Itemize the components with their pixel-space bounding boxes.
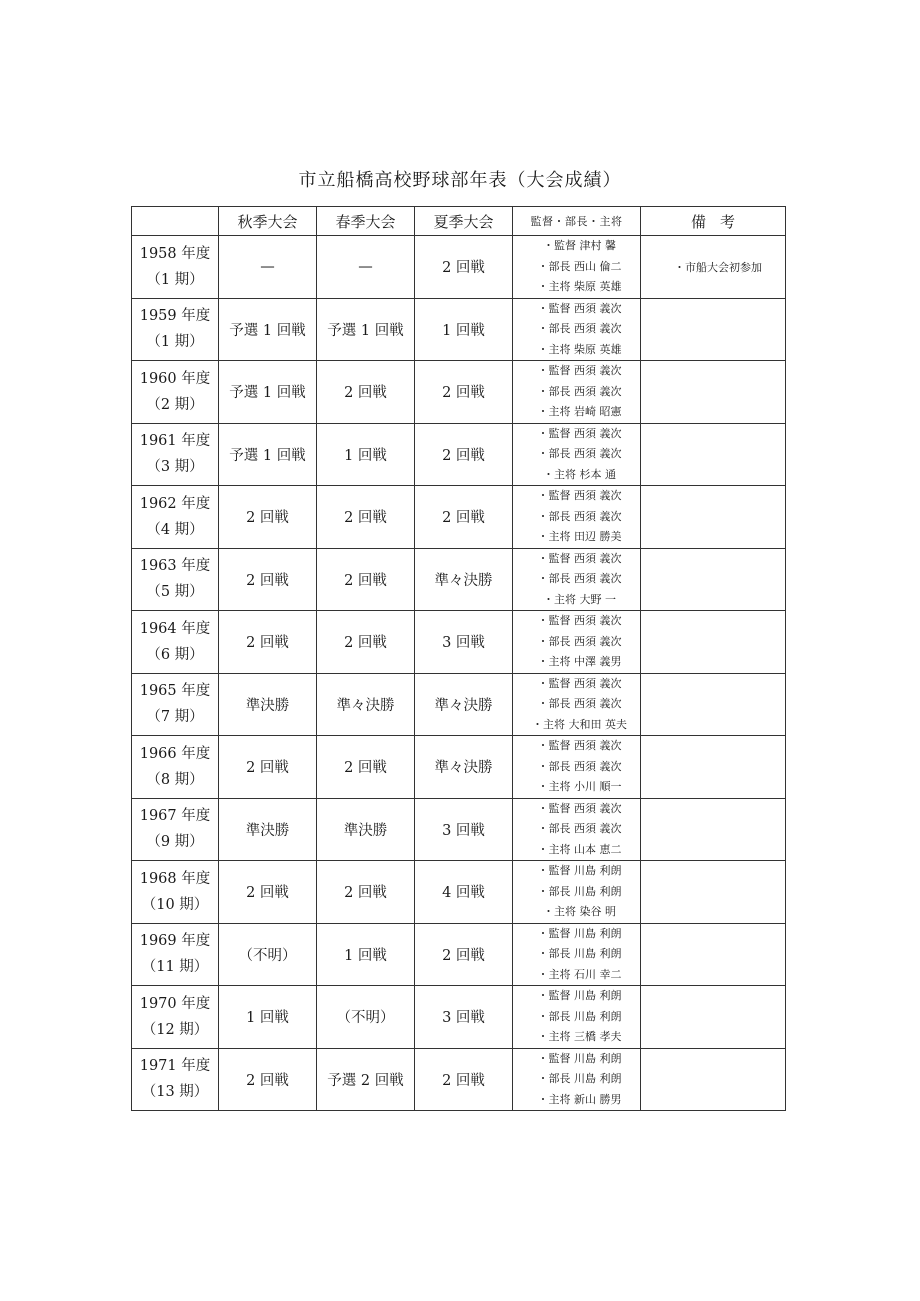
autumn-result: 2 回戦: [219, 611, 317, 674]
autumn-result: 予選 1 回戦: [219, 298, 317, 361]
notes-cell: [641, 861, 786, 924]
manager-line: ・部長 西須 義次: [537, 509, 622, 523]
captain-line: ・主将 染谷 明: [543, 905, 616, 918]
spring-result: 1 回戦: [317, 423, 415, 486]
captain-line: ・主将 三橋 孝夫: [537, 1030, 622, 1043]
spring-result: 準々決勝: [317, 673, 415, 736]
coach-line: ・監督 川島 利朗: [537, 926, 622, 940]
autumn-result: —: [219, 236, 317, 299]
summer-result: 2 回戦: [415, 486, 513, 549]
staff-cell: [513, 736, 641, 799]
year-label: 1970 年度: [139, 995, 211, 1012]
summer-result: 2 回戦: [415, 923, 513, 986]
term-label: （10 期）: [141, 896, 209, 913]
term-label: （9 期）: [146, 834, 204, 851]
table-row: [132, 236, 786, 299]
table-row: [132, 986, 786, 1049]
staff-cell: [513, 861, 641, 924]
manager-line: ・部長 西須 義次: [537, 822, 622, 835]
spring-result: 1 回戦: [317, 923, 415, 986]
year-cell: [132, 736, 219, 799]
spring-result: —: [317, 236, 415, 299]
year-cell: [132, 611, 219, 674]
coach-line: ・監督 川島 利朗: [537, 989, 622, 1002]
coach-line: ・監督 西須 義次: [537, 551, 622, 565]
notes-cell: [641, 298, 786, 361]
captain-line: ・主将 石川 幸二: [537, 967, 622, 981]
table-row: [132, 486, 786, 549]
staff-cell: [513, 361, 641, 424]
manager-line: ・部長 西須 義次: [537, 447, 622, 460]
coach-line: ・監督 西須 義次: [537, 426, 622, 440]
captain-line: ・主将 柴原 英雄: [537, 280, 622, 293]
summer-result: 2 回戦: [415, 423, 513, 486]
autumn-result: 予選 1 回戦: [219, 361, 317, 424]
summer-result: 準々決勝: [415, 673, 513, 736]
year-label: 1962 年度: [139, 495, 211, 512]
year-cell: [132, 1048, 219, 1111]
manager-line: ・部長 川島 利朗: [537, 947, 622, 960]
spring-result: 2 回戦: [317, 548, 415, 611]
header-summer: 夏季大会: [415, 207, 513, 236]
year-label: 1963 年度: [139, 558, 211, 575]
coach-line: ・監督 津村 馨: [543, 239, 616, 252]
term-label: （11 期）: [141, 959, 209, 976]
spring-result: 予選 1 回戦: [317, 298, 415, 361]
coach-line: ・監督 西須 義次: [537, 801, 622, 815]
header-row: [132, 207, 786, 236]
year-cell: [132, 798, 219, 861]
table-row: [132, 923, 786, 986]
captain-line: ・主将 新山 勝男: [537, 1092, 622, 1106]
summer-result: 準々決勝: [415, 548, 513, 611]
coach-line: ・監督 西須 義次: [537, 614, 622, 627]
autumn-result: 予選 1 回戦: [219, 423, 317, 486]
autumn-result: 準決勝: [219, 798, 317, 861]
notes-cell: [641, 736, 786, 799]
page-title: 市立船橋高校野球部年表（大会成績）: [298, 170, 622, 191]
staff-cell: [513, 923, 641, 986]
term-label: （8 期）: [146, 771, 204, 788]
header-staff: 監督・部長・主将: [513, 207, 641, 236]
coach-line: ・監督 西須 義次: [537, 739, 622, 752]
coach-line: ・監督 西須 義次: [537, 364, 622, 377]
summer-result: 2 回戦: [415, 236, 513, 299]
captain-line: ・主将 小川 順一: [537, 780, 622, 793]
autumn-result: 準決勝: [219, 673, 317, 736]
year-cell: [132, 423, 219, 486]
summer-result: 3 回戦: [415, 986, 513, 1049]
manager-line: ・部長 川島 利朗: [537, 884, 622, 898]
table-row: [132, 1048, 786, 1111]
year-label: 1965 年度: [139, 683, 211, 700]
staff-cell: [513, 798, 641, 861]
autumn-result: 2 回戦: [219, 486, 317, 549]
manager-line: ・部長 西須 義次: [537, 634, 622, 648]
notes-cell: [641, 361, 786, 424]
spring-result: 2 回戦: [317, 611, 415, 674]
manager-line: ・部長 西須 義次: [537, 759, 622, 773]
manager-line: ・部長 川島 利朗: [537, 1072, 622, 1085]
notes-cell: [641, 1048, 786, 1111]
header-autumn: 秋季大会: [219, 207, 317, 236]
notes-cell: [641, 611, 786, 674]
manager-line: ・部長 西須 義次: [537, 697, 622, 710]
staff-cell: [513, 673, 641, 736]
term-label: （2 期）: [146, 396, 204, 413]
year-cell: [132, 986, 219, 1049]
year-label: 1966 年度: [139, 745, 211, 762]
spring-result: 準決勝: [317, 798, 415, 861]
staff-cell: [513, 986, 641, 1049]
year-label: 1971 年度: [139, 1058, 211, 1075]
notes-cell: [641, 923, 786, 986]
manager-line: ・部長 西須 義次: [537, 322, 622, 335]
header-spring: 春季大会: [317, 207, 415, 236]
staff-cell: [513, 423, 641, 486]
table-row: [132, 423, 786, 486]
manager-line: ・部長 西須 義次: [537, 572, 622, 585]
year-label: 1969 年度: [139, 933, 211, 950]
year-cell: [132, 236, 219, 299]
spring-result: 2 回戦: [317, 486, 415, 549]
coach-line: ・監督 川島 利朗: [537, 1051, 622, 1065]
term-label: （1 期）: [146, 334, 204, 351]
captain-line: ・主将 柴原 英雄: [537, 342, 622, 356]
autumn-result: 2 回戦: [219, 548, 317, 611]
staff-cell: [513, 486, 641, 549]
term-label: （5 期）: [146, 584, 204, 601]
term-label: （13 期）: [141, 1084, 209, 1101]
summer-result: 準々決勝: [415, 736, 513, 799]
coach-line: ・監督 川島 利朗: [537, 864, 622, 877]
staff-cell: [513, 236, 641, 299]
autumn-result: （不明）: [219, 923, 317, 986]
notes-cell: [641, 548, 786, 611]
spring-result: 2 回戦: [317, 361, 415, 424]
notes-cell: [641, 986, 786, 1049]
notes-cell: ・市船大会初参加: [641, 236, 786, 299]
autumn-result: 2 回戦: [219, 1048, 317, 1111]
autumn-result: 1 回戦: [219, 986, 317, 1049]
results-table: [131, 206, 786, 1111]
spring-result: 2 回戦: [317, 861, 415, 924]
manager-line: ・部長 川島 利朗: [537, 1009, 622, 1023]
staff-cell: [513, 611, 641, 674]
year-cell: [132, 673, 219, 736]
summer-result: 2 回戦: [415, 361, 513, 424]
term-label: （6 期）: [146, 646, 204, 663]
captain-line: ・主将 大野 一: [543, 592, 616, 606]
notes-cell: [641, 673, 786, 736]
year-label: 1958 年度: [139, 245, 211, 262]
year-label: 1964 年度: [139, 620, 211, 637]
captain-line: ・主将 中澤 義男: [537, 655, 622, 668]
spring-result: 2 回戦: [317, 736, 415, 799]
header-notes: 備考: [641, 207, 786, 236]
notes-cell: [641, 798, 786, 861]
year-cell: [132, 861, 219, 924]
table-row: [132, 673, 786, 736]
term-label: （12 期）: [141, 1021, 209, 1038]
manager-line: ・部長 西山 倫二: [537, 259, 622, 273]
captain-line: ・主将 大和田 英夫: [532, 717, 627, 731]
autumn-result: 2 回戦: [219, 736, 317, 799]
staff-cell: [513, 1048, 641, 1111]
year-label: 1960 年度: [139, 370, 211, 387]
year-cell: [132, 361, 219, 424]
term-label: （7 期）: [146, 709, 204, 726]
captain-line: ・主将 田辺 勝美: [537, 530, 622, 543]
captain-line: ・主将 山本 恵二: [537, 842, 622, 856]
year-cell: [132, 548, 219, 611]
summer-result: 3 回戦: [415, 798, 513, 861]
table-row: [132, 798, 786, 861]
term-label: （3 期）: [146, 459, 204, 476]
year-label: 1961 年度: [139, 433, 211, 450]
spring-result: 予選 2 回戦: [317, 1048, 415, 1111]
manager-line: ・部長 西須 義次: [537, 384, 622, 398]
staff-cell: [513, 298, 641, 361]
notes-cell: [641, 486, 786, 549]
captain-line: ・主将 杉本 通: [543, 467, 616, 481]
autumn-result: 2 回戦: [219, 861, 317, 924]
table-row: [132, 736, 786, 799]
header-year: [132, 207, 219, 236]
summer-result: 3 回戦: [415, 611, 513, 674]
coach-line: ・監督 西須 義次: [537, 301, 622, 315]
spring-result: （不明）: [317, 986, 415, 1049]
year-cell: [132, 298, 219, 361]
year-cell: [132, 486, 219, 549]
table-row: [132, 611, 786, 674]
year-label: 1967 年度: [139, 808, 211, 825]
captain-line: ・主将 岩崎 昭憲: [537, 405, 622, 418]
year-label: 1959 年度: [139, 308, 211, 325]
term-label: （1 期）: [146, 271, 204, 288]
table-row: [132, 548, 786, 611]
year-label: 1968 年度: [139, 870, 211, 887]
term-label: （4 期）: [146, 521, 204, 538]
staff-cell: [513, 548, 641, 611]
year-cell: [132, 923, 219, 986]
notes-cell: [641, 423, 786, 486]
coach-line: ・監督 西須 義次: [537, 489, 622, 502]
table-row: [132, 861, 786, 924]
summer-result: 2 回戦: [415, 1048, 513, 1111]
summer-result: 1 回戦: [415, 298, 513, 361]
table-row: [132, 361, 786, 424]
table-row: [132, 298, 786, 361]
coach-line: ・監督 西須 義次: [537, 676, 622, 690]
summer-result: 4 回戦: [415, 861, 513, 924]
